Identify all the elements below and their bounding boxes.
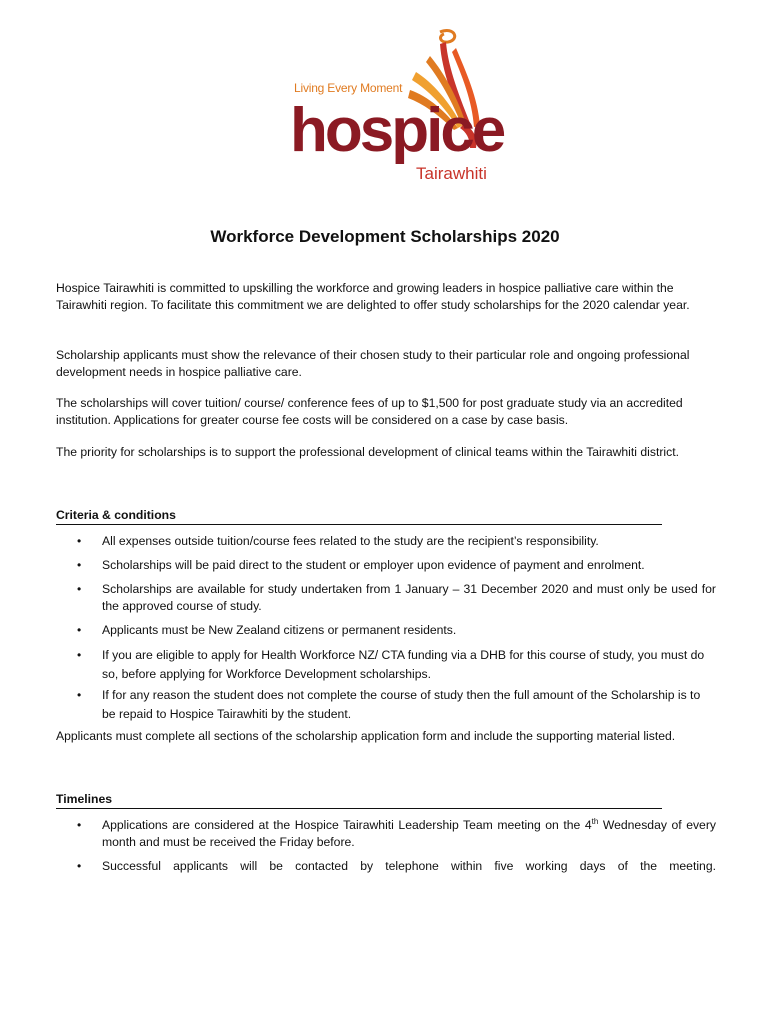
list-item: • If for any reason the student does not complete the course of study then the full amount of the Scholarship is to be repaid to Hospice Tairawhiti by the student. [77,688,701,721]
intro-paragraph-4: The priority for scholarships is to support the professional development of clinical teams within the Tairawhiti district. [56,445,679,459]
list-item: • All expenses outside tuition/course fees related to the study are the recipient’s responsibility. [77,534,599,548]
bullet-icon: • [77,818,82,832]
logo-subtitle: Tairawhiti [416,164,487,183]
logo-tagline: Living Every Moment [294,81,403,95]
intro-paragraph-2: Scholarship applicants must show the relevance of their chosen study to their particular role and ongoing professional development needs in hospice palliative care. [56,348,690,379]
criteria-list [56,533,716,724]
criteria-heading: Criteria & conditions [56,507,662,525]
page-title: Workforce Development Scholarships 2020 [210,227,560,246]
intro-paragraph-3: The scholarships will cover tuition/ course/ conference fees of up to $1,500 for post graduate study via an accredited institution. Applications for greater course fee costs will be considered on a case by case basis. [56,396,683,427]
list-item: • Scholarships are available for study undertaken from 1 January – 31 December 2020 and must only be used for the approved course of study. [77,582,716,613]
bullet-icon: • [77,534,82,548]
list-item: • Successful applicants will be contacted by telephone within five working days of the meeting. [77,859,716,873]
bullet-icon: • [77,688,82,702]
timelines-heading: Timelines [56,791,662,809]
intro-paragraph-1: Hospice Tairawhiti is committed to upskilling the workforce and growing leaders in hospice palliative care within the Tairawhiti region. To facilitate this commitment we are delighted to offer study scholarships for the 2020 calendar year. [56,281,690,312]
hospice-logo [290,28,510,188]
criteria-closing-paragraph: Applicants must complete all sections of the scholarship application form and include the supporting material listed. [56,729,676,743]
list-item: • Applicants must be New Zealand citizens or permanent residents. [77,623,457,637]
list-item: • Scholarships will be paid direct to the student or employer upon evidence of payment and enrolment. [77,558,645,572]
list-item: • If you are eligible to apply for Health Workforce NZ/ CTA funding via a DHB for this course of study, you must do so, before applying for Workforce Development scholarships. [77,648,705,681]
bullet-icon: • [77,648,82,662]
bullet-icon: • [77,582,82,596]
bullet-icon: • [77,623,82,637]
list-item: • Applications are considered at the Hospice Tairawhiti Leadership Team meeting on the 4th Wednesday of every month and must be received the Friday before. [77,816,716,849]
bullet-icon: • [77,859,82,873]
timelines-list [56,817,716,875]
logo-wordmark: hospice [290,96,504,165]
bullet-icon: • [77,558,82,572]
